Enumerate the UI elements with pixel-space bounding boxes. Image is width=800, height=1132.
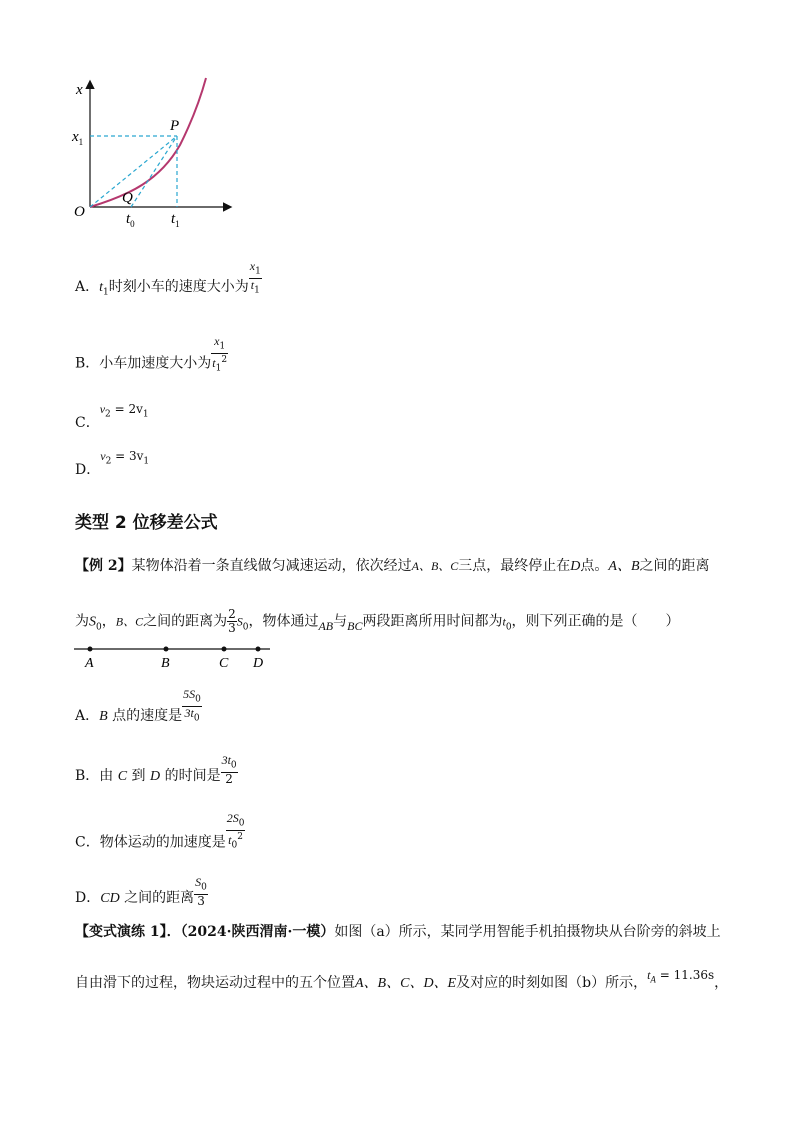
example2-option-a[interactable]: A．B 点的速度是 $\frac{5S_0}{3t_0}$ [75,687,201,724]
q1-option-b[interactable]: B．小车加速度大小为 $\frac{x_1}{t_1^2}$ [75,334,228,374]
secant-dashed-line [90,136,177,207]
example2-option-b[interactable]: B．由 C 到 D 的时间是 $\frac{3t_0}{2}$ [75,753,237,787]
number-line [70,640,280,670]
t1-label: $t_1$ [171,211,180,229]
y-axis-label: x [76,82,83,98]
origin-label: O [74,204,85,220]
section-heading: 类型 2 位移差公式 [75,513,218,533]
point-a-dot [88,647,93,652]
fraction-x1-over-t1-squared: $\frac{x_1}{t_1^2}$ [212,334,228,374]
p-label: P [170,118,180,134]
point-c-dot [222,647,227,652]
example2-option-c[interactable]: C．物体运动的加速度是 $\frac{2S_0}{t_0^2}$ [75,811,245,851]
formula-v2-2v1: $v_2 = 2v_1$ [99,402,149,420]
point-c-label: C [219,656,229,670]
t0-label: $t_0$ [126,211,135,229]
tangent-dashed-line [131,136,177,207]
example2-line2: 为$S_0$，B、C之间的距离为 $\frac{2}{3}$ $S_0$，物体通过AB与BC两段距离所用时间都为$t_0$，则下列正确的是（ ） [75,607,680,635]
example2-option-d[interactable]: D．CD 之间的距离 $\frac{S_0}{3}$ [75,875,207,909]
xt-graph [60,70,240,230]
point-d-label: D [253,656,264,670]
example2-line1: 【例 2】某物体沿着一条直线做匀减速运动，依次经过A、B、C三点，最终停止在D点。A、B之间的距离 [75,558,710,574]
point-b-label: B [161,656,170,670]
variant1-line2: 自由滑下的过程，物块运动过程中的五个位置A、B、C、D、E及对应的时刻如图（b）所示，$t_A = 11.36s$， [75,968,729,991]
q1-option-c[interactable]: C．$v_2 = 2v_1$ [75,402,149,431]
q1-option-d[interactable]: D．$v_2 = 3v_1$ [75,449,150,478]
variant1-line1: 【变式演练 1】．（2024·陕西渭南·一模）如图（a）所示，某同学用智能手机拍摄物块从台阶旁的斜坡上 [75,924,721,940]
fraction-x1-over-t1: $\frac{x_1}{t_1}$ [249,259,261,296]
formula-v2-3v1: $v_2 = 3v_1$ [100,449,150,467]
point-b-dot [164,647,169,652]
motion-curve [90,78,206,207]
q-label: Q [122,190,133,206]
point-d-dot [256,647,261,652]
x1-label: $x_1$ [72,129,84,147]
q1-option-a[interactable]: A．$t_1$时刻小车的速度大小为 $\frac{x_1}{t_1}$ [75,259,261,298]
point-a-label: A [85,656,94,670]
